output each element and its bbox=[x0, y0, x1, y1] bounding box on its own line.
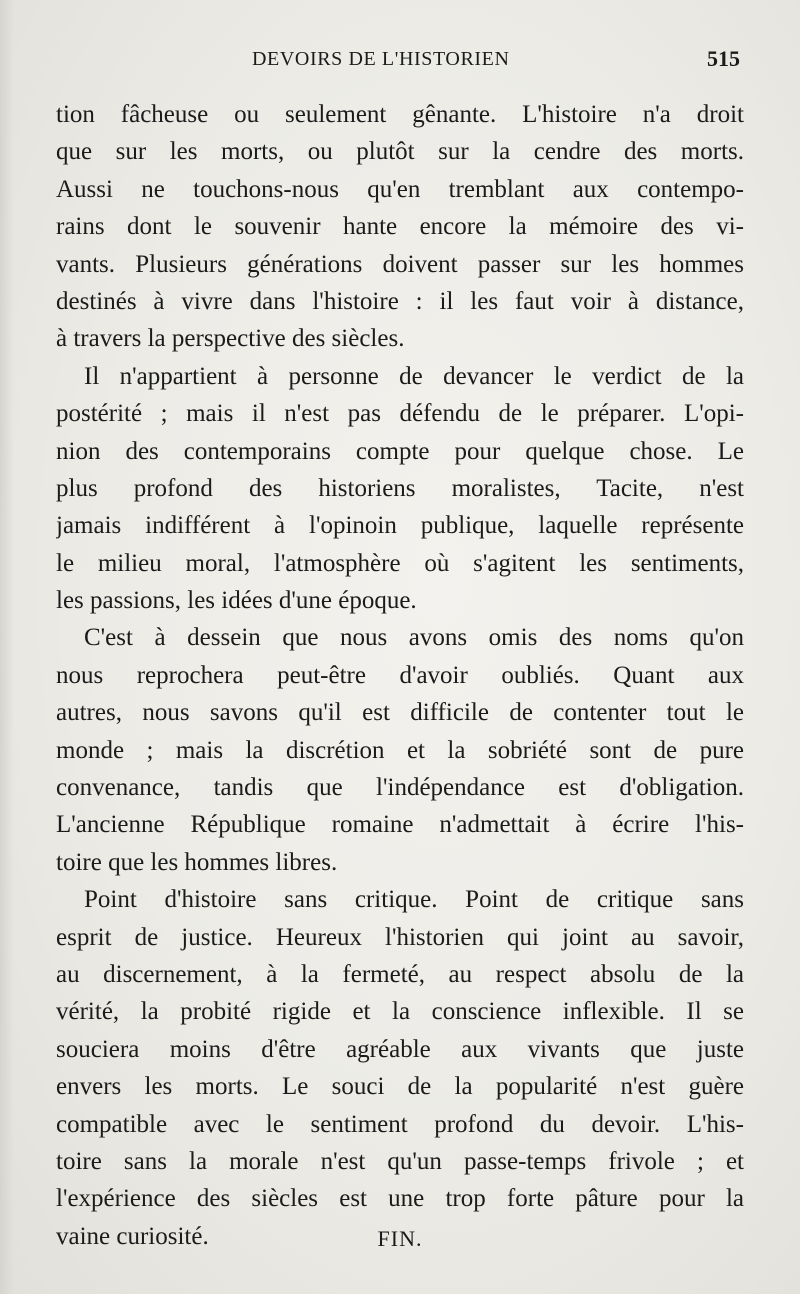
text-line: envers les morts. Le souci de la popularité n'est guère bbox=[56, 1073, 744, 1101]
text-line: plus profond des historiens moralistes, Tacite, n'est bbox=[56, 474, 744, 502]
text-line: l'expérience des siècles est une trop forte pâture pour la bbox=[56, 1185, 744, 1213]
text-line: compatible avec le sentiment profond du devoir. L'his- bbox=[56, 1110, 744, 1138]
text-line: nion des contemporains compte pour quelque chose. Le bbox=[56, 437, 744, 465]
paragraph-first-line: Point d'histoire sans critique. Point de critique sans bbox=[84, 886, 744, 914]
text-line: jamais indifférent à l'opinoin publique, laquelle représente bbox=[56, 512, 744, 540]
paragraph-last-line: vaine curiosité. bbox=[56, 1222, 209, 1250]
text-line: rains dont le souvenir hante encore la mémoire des vi- bbox=[56, 213, 744, 241]
page-header bbox=[0, 44, 800, 80]
text-line: vants. Plusieurs générations doivent passer sur les hommes bbox=[56, 250, 744, 278]
text-line: nous reprochera peut-être d'avoir oubliés. Quant aux bbox=[56, 661, 744, 689]
text-line: vérité, la probité rigide et la conscience inflexible. Il se bbox=[56, 998, 744, 1026]
text-line: postérité ; mais il n'est pas défendu de le préparer. L'opi- bbox=[56, 400, 744, 428]
text-line: toire sans la morale n'est qu'un passe-temps frivole ; et bbox=[56, 1147, 744, 1175]
paragraph-first-line: C'est à dessein que nous avons omis des noms qu'on bbox=[84, 624, 744, 652]
paragraph-last-line: les passions, les idées d'une époque. bbox=[56, 587, 417, 615]
paragraph-last-line: toire que les hommes libres. bbox=[56, 848, 338, 876]
text-line: le milieu moral, l'atmosphère où s'agitent les sentiments, bbox=[56, 549, 744, 577]
body-text bbox=[56, 96, 744, 1255]
text-line: convenance, tandis que l'indépendance est d'obligation. bbox=[56, 774, 744, 802]
text-line: que sur les morts, ou plutôt sur la cendre des morts. bbox=[56, 138, 744, 166]
text-line: monde ; mais la discrétion et la sobriété sont de pure bbox=[56, 736, 744, 764]
running-head: DEVOIRS DE L'HISTORIEN bbox=[252, 48, 510, 70]
text-line: Aussi ne touchons-nous qu'en tremblant aux contempo- bbox=[56, 175, 744, 203]
text-line: autres, nous savons qu'il est difficile de contenter tout le bbox=[56, 699, 744, 727]
text-line: destinés à vivre dans l'histoire : il les faut voir à distance, bbox=[56, 287, 744, 315]
text-line: souciera moins d'être agréable aux vivants que juste bbox=[56, 1035, 744, 1063]
end-marker: FIN. bbox=[377, 1226, 423, 1251]
page-edge-shadow bbox=[0, 0, 14, 1294]
page-number: 515 bbox=[707, 46, 740, 71]
text-line: esprit de justice. Heureux l'historien qui joint au savoir, bbox=[56, 923, 744, 951]
text-line: tion fâcheuse ou seulement gênante. L'histoire n'a droit bbox=[56, 101, 744, 128]
paragraph-first-line: Il n'appartient à personne de devancer le verdict de la bbox=[84, 362, 744, 390]
text-line: L'ancienne République romaine n'admettait à écrire l'his- bbox=[56, 811, 744, 839]
paragraph-last-line: à travers la perspective des siècles. bbox=[56, 325, 405, 353]
text-line: au discernement, à la fermeté, au respect absolu de la bbox=[56, 960, 744, 988]
